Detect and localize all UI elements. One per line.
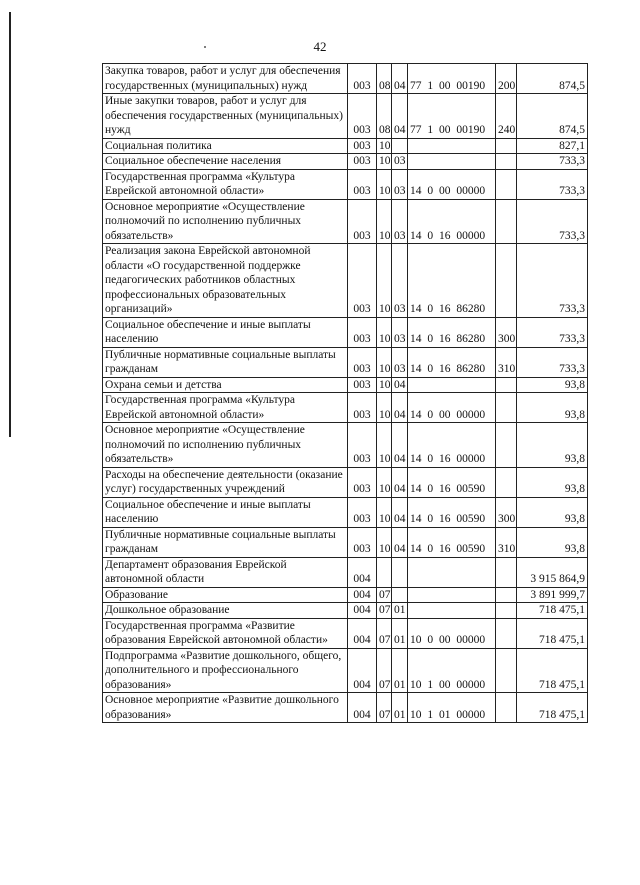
dept-code: 003 — [348, 244, 377, 318]
row-name: Публичные нормативные социальные выплаты гражданам — [103, 527, 348, 557]
subsection-code: 04 — [392, 467, 408, 497]
budget-table — [102, 63, 588, 723]
section-code: 10 — [377, 244, 392, 318]
section-code: 10 — [377, 154, 392, 170]
target-code: 10 0 00 00000 — [408, 618, 496, 648]
section-code: 07 — [377, 693, 392, 723]
table-row — [103, 497, 588, 527]
target-code: 14 0 16 00000 — [408, 199, 496, 244]
section-code — [377, 557, 392, 587]
table-row — [103, 648, 588, 693]
expense-type-code — [496, 138, 517, 154]
dept-code: 003 — [348, 138, 377, 154]
section-code: 10 — [377, 497, 392, 527]
amount: 718 475,1 — [517, 648, 588, 693]
row-name: Закупка товаров, работ и услуг для обеспечения государственных (муниципальных) нужд — [103, 64, 348, 94]
dept-code: 003 — [348, 497, 377, 527]
table-row — [103, 317, 588, 347]
expense-type-code — [496, 393, 517, 423]
scan-speck — [204, 46, 206, 48]
dept-code: 003 — [348, 423, 377, 468]
expense-type-code — [496, 557, 517, 587]
section-code: 10 — [377, 393, 392, 423]
subsection-code: 04 — [392, 64, 408, 94]
section-code: 08 — [377, 64, 392, 94]
scan-margin-bar — [9, 12, 11, 437]
target-code: 10 1 01 00000 — [408, 693, 496, 723]
amount: 718 475,1 — [517, 693, 588, 723]
section-code: 10 — [377, 138, 392, 154]
row-name: Публичные нормативные социальные выплаты гражданам — [103, 347, 348, 377]
expense-type-code — [496, 154, 517, 170]
expense-type-code — [496, 693, 517, 723]
subsection-code: 03 — [392, 244, 408, 318]
target-code: 14 0 00 00000 — [408, 393, 496, 423]
amount: 733,3 — [517, 244, 588, 318]
target-code — [408, 587, 496, 603]
dept-code: 003 — [348, 527, 377, 557]
amount: 93,8 — [517, 497, 588, 527]
subsection-code: 01 — [392, 618, 408, 648]
table-row — [103, 423, 588, 468]
expense-type-code — [496, 603, 517, 619]
dept-code: 003 — [348, 64, 377, 94]
subsection-code: 03 — [392, 347, 408, 377]
amount: 3 891 999,7 — [517, 587, 588, 603]
table-row — [103, 64, 588, 94]
dept-code: 004 — [348, 648, 377, 693]
section-code: 07 — [377, 618, 392, 648]
amount: 874,5 — [517, 94, 588, 139]
section-code: 07 — [377, 603, 392, 619]
table-row — [103, 693, 588, 723]
row-name: Департамент образования Еврейской автономной области — [103, 557, 348, 587]
dept-code: 003 — [348, 199, 377, 244]
subsection-code: 04 — [392, 497, 408, 527]
amount: 718 475,1 — [517, 618, 588, 648]
amount: 718 475,1 — [517, 603, 588, 619]
subsection-code — [392, 587, 408, 603]
target-code: 14 0 16 86280 — [408, 347, 496, 377]
target-code: 14 0 16 00590 — [408, 527, 496, 557]
dept-code: 003 — [348, 169, 377, 199]
dept-code: 003 — [348, 393, 377, 423]
target-code — [408, 557, 496, 587]
section-code: 10 — [377, 169, 392, 199]
table-row — [103, 377, 588, 393]
amount: 93,8 — [517, 377, 588, 393]
row-name: Государственная программа «Культура Еврейской автономной области» — [103, 393, 348, 423]
row-name: Дошкольное образование — [103, 603, 348, 619]
dept-code: 004 — [348, 603, 377, 619]
subsection-code — [392, 557, 408, 587]
row-name: Расходы на обеспечение деятельности (оказание услуг) государственных учреждений — [103, 467, 348, 497]
amount: 3 915 864,9 — [517, 557, 588, 587]
table-row — [103, 618, 588, 648]
target-code: 14 0 00 00000 — [408, 169, 496, 199]
dept-code: 004 — [348, 618, 377, 648]
subsection-code: 04 — [392, 527, 408, 557]
section-code: 08 — [377, 94, 392, 139]
row-name: Реализация закона Еврейской автономной области «О государственной поддержке педагогических работников областных профессиональных образовательных организаций» — [103, 244, 348, 318]
row-name: Основное мероприятие «Осуществление полномочий по исполнению публичных обязательств» — [103, 199, 348, 244]
subsection-code: 01 — [392, 603, 408, 619]
dept-code: 003 — [348, 467, 377, 497]
target-code: 14 0 16 86280 — [408, 244, 496, 318]
target-code: 10 1 00 00000 — [408, 648, 496, 693]
target-code — [408, 377, 496, 393]
amount: 733,3 — [517, 317, 588, 347]
row-name: Основное мероприятие «Осуществление полномочий по исполнению публичных обязательств» — [103, 423, 348, 468]
subsection-code: 01 — [392, 648, 408, 693]
target-code — [408, 154, 496, 170]
row-name: Иные закупки товаров, работ и услуг для обеспечения государственных (муниципальных) нужд — [103, 94, 348, 139]
target-code: 77 1 00 00190 — [408, 64, 496, 94]
table-row — [103, 347, 588, 377]
table-row — [103, 199, 588, 244]
subsection-code: 03 — [392, 154, 408, 170]
dept-code: 003 — [348, 317, 377, 347]
dept-code: 004 — [348, 693, 377, 723]
row-name: Государственная программа «Развитие образования Еврейской автономной области» — [103, 618, 348, 648]
expense-type-code: 240 — [496, 94, 517, 139]
target-code: 14 0 16 00590 — [408, 467, 496, 497]
row-name: Социальная политика — [103, 138, 348, 154]
table-row — [103, 467, 588, 497]
section-code: 07 — [377, 587, 392, 603]
expense-type-code — [496, 648, 517, 693]
section-code: 10 — [377, 423, 392, 468]
target-code: 14 0 16 00590 — [408, 497, 496, 527]
expense-type-code — [496, 618, 517, 648]
table-row — [103, 587, 588, 603]
subsection-code: 04 — [392, 377, 408, 393]
amount: 93,8 — [517, 467, 588, 497]
expense-type-code — [496, 467, 517, 497]
expense-type-code: 310 — [496, 347, 517, 377]
subsection-code: 01 — [392, 693, 408, 723]
expense-type-code — [496, 199, 517, 244]
dept-code: 004 — [348, 557, 377, 587]
subsection-code: 03 — [392, 169, 408, 199]
expense-type-code — [496, 377, 517, 393]
table-row — [103, 169, 588, 199]
expense-type-code: 200 — [496, 64, 517, 94]
subsection-code — [392, 138, 408, 154]
page-number: 42 — [313, 39, 327, 54]
subsection-code: 03 — [392, 199, 408, 244]
amount: 733,3 — [517, 154, 588, 170]
expense-type-code — [496, 244, 517, 318]
expense-type-code: 310 — [496, 527, 517, 557]
dept-code: 004 — [348, 587, 377, 603]
amount: 93,8 — [517, 527, 588, 557]
section-code: 07 — [377, 648, 392, 693]
target-code — [408, 603, 496, 619]
table-row — [103, 393, 588, 423]
row-name: Охрана семьи и детства — [103, 377, 348, 393]
target-code: 14 0 16 00000 — [408, 423, 496, 468]
expense-type-code: 300 — [496, 317, 517, 347]
section-code: 10 — [377, 199, 392, 244]
subsection-code: 04 — [392, 393, 408, 423]
dept-code: 003 — [348, 347, 377, 377]
row-name: Социальное обеспечение и иные выплаты населению — [103, 497, 348, 527]
expense-type-code — [496, 587, 517, 603]
row-name: Образование — [103, 587, 348, 603]
amount: 93,8 — [517, 423, 588, 468]
dept-code: 003 — [348, 154, 377, 170]
section-code: 10 — [377, 377, 392, 393]
row-name: Государственная программа «Культура Еврейской автономной области» — [103, 169, 348, 199]
subsection-code: 04 — [392, 94, 408, 139]
section-code: 10 — [377, 527, 392, 557]
table-row — [103, 244, 588, 318]
subsection-code: 03 — [392, 317, 408, 347]
target-code: 77 1 00 00190 — [408, 94, 496, 139]
subsection-code: 04 — [392, 423, 408, 468]
table-row — [103, 94, 588, 139]
expense-type-code: 300 — [496, 497, 517, 527]
row-name: Основное мероприятие «Развитие дошкольного образования» — [103, 693, 348, 723]
amount: 827,1 — [517, 138, 588, 154]
row-name: Социальное обеспечение населения — [103, 154, 348, 170]
table-row — [103, 527, 588, 557]
row-name: Социальное обеспечение и иные выплаты населению — [103, 317, 348, 347]
target-code: 14 0 16 86280 — [408, 317, 496, 347]
amount: 733,3 — [517, 347, 588, 377]
amount: 93,8 — [517, 393, 588, 423]
table-row — [103, 154, 588, 170]
dept-code: 003 — [348, 377, 377, 393]
expense-type-code — [496, 423, 517, 468]
amount: 733,3 — [517, 199, 588, 244]
row-name: Подпрограмма «Развитие дошкольного, общего, дополнительного и профессионального образования» — [103, 648, 348, 693]
amount: 874,5 — [517, 64, 588, 94]
section-code: 10 — [377, 347, 392, 377]
target-code — [408, 138, 496, 154]
table-row — [103, 557, 588, 587]
section-code: 10 — [377, 467, 392, 497]
table-row — [103, 138, 588, 154]
table-row — [103, 603, 588, 619]
expense-type-code — [496, 169, 517, 199]
amount: 733,3 — [517, 169, 588, 199]
section-code: 10 — [377, 317, 392, 347]
dept-code: 003 — [348, 94, 377, 139]
